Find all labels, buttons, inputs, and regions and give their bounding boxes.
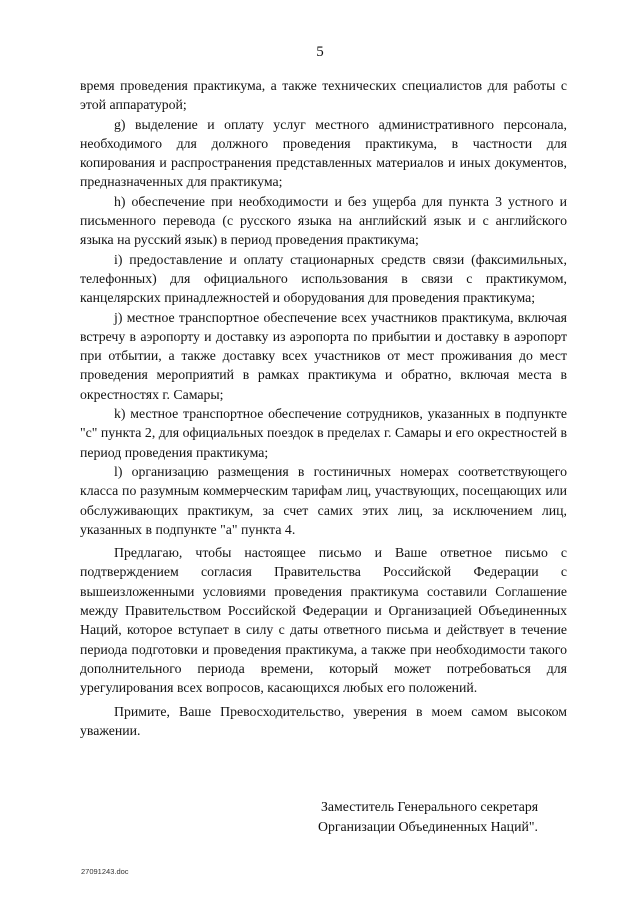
paragraph-closing: Примите, Ваше Превосходительство, уверения в моем самом высоком уважении. xyxy=(80,703,567,738)
paragraph-proposal: Предлагаю, чтобы настоящее письмо и Ваше ответное письмо с подтверждением согласия Правительства Российской Федерации с вышеизложенными условиями проведения практикума составили Соглашение между Правительством Российской Федерации и Организацией Объединенных Наций, которое вступает в силу с даты ответного письма и действует в течение периода подготовки и проведения практикума, а также при необходимости такого дополнительного периода времени, который может потребоваться для урегулирования всех вопросов, касающихся любых его положений. xyxy=(80,545,567,696)
document-reference: 27091243.doc xyxy=(81,867,129,876)
signature-block xyxy=(318,797,578,837)
paragraph-item-k: k) местное транспортное обеспечение сотрудников, указанных в подпункте "с" пункта 2, для официальных поездок в пределах г. Самары и его окрестностей в период проведения практикума; xyxy=(80,406,567,460)
paragraph-item-i: i) предоставление и оплату стационарных средств связи (факсимильных, телефонных) для официального использования в связи с практикумом, канцелярских принадлежностей и оборудования для проведения практикума; xyxy=(80,251,567,306)
signature-organization: Организации Объединенных Наций". xyxy=(318,819,538,834)
paragraph-item-g: g) выделение и оплату услуг местного административного персонала, необходимого для должного проведения практикума, в частности для копирования и распространения представленных материалов и иных документов, предназначенных для практикума; xyxy=(80,116,567,190)
page-number: 5 xyxy=(316,44,324,60)
paragraph-item-l: l) организацию размещения в гостиничных номерах соответствующего класса по разумным коммерческим тарифам лиц, участвующих, посещающих или обслуживающих практикум, за счет самих этих лиц, за исключением лиц, указанных в подпункте "а" пункта 4. xyxy=(80,463,567,537)
paragraph-item-h: h) обеспечение при необходимости и без ущерба для пункта 3 устного и письменного перевода (с русского языка на английский язык и с английского языка на русский язык) в период проведения практикума; xyxy=(80,193,567,248)
letter-body xyxy=(80,76,567,740)
signature-title: Заместитель Генерального секретаря xyxy=(321,799,539,814)
paragraph-continuation: время проведения практикума, а также технических специалистов для работы с этой аппаратурой; xyxy=(80,78,567,113)
paragraph-item-j: j) местное транспортное обеспечение всех участников практикума, включая встречу в аэропорту и доставку из аэропорта по прибытии и доставку в аэропорт при отбытии, а также доставку всех участников от мест проживания до мест проведения мероприятий в рамках практикума и обратно, включая места в окрестностях г. Самары; xyxy=(80,309,567,402)
